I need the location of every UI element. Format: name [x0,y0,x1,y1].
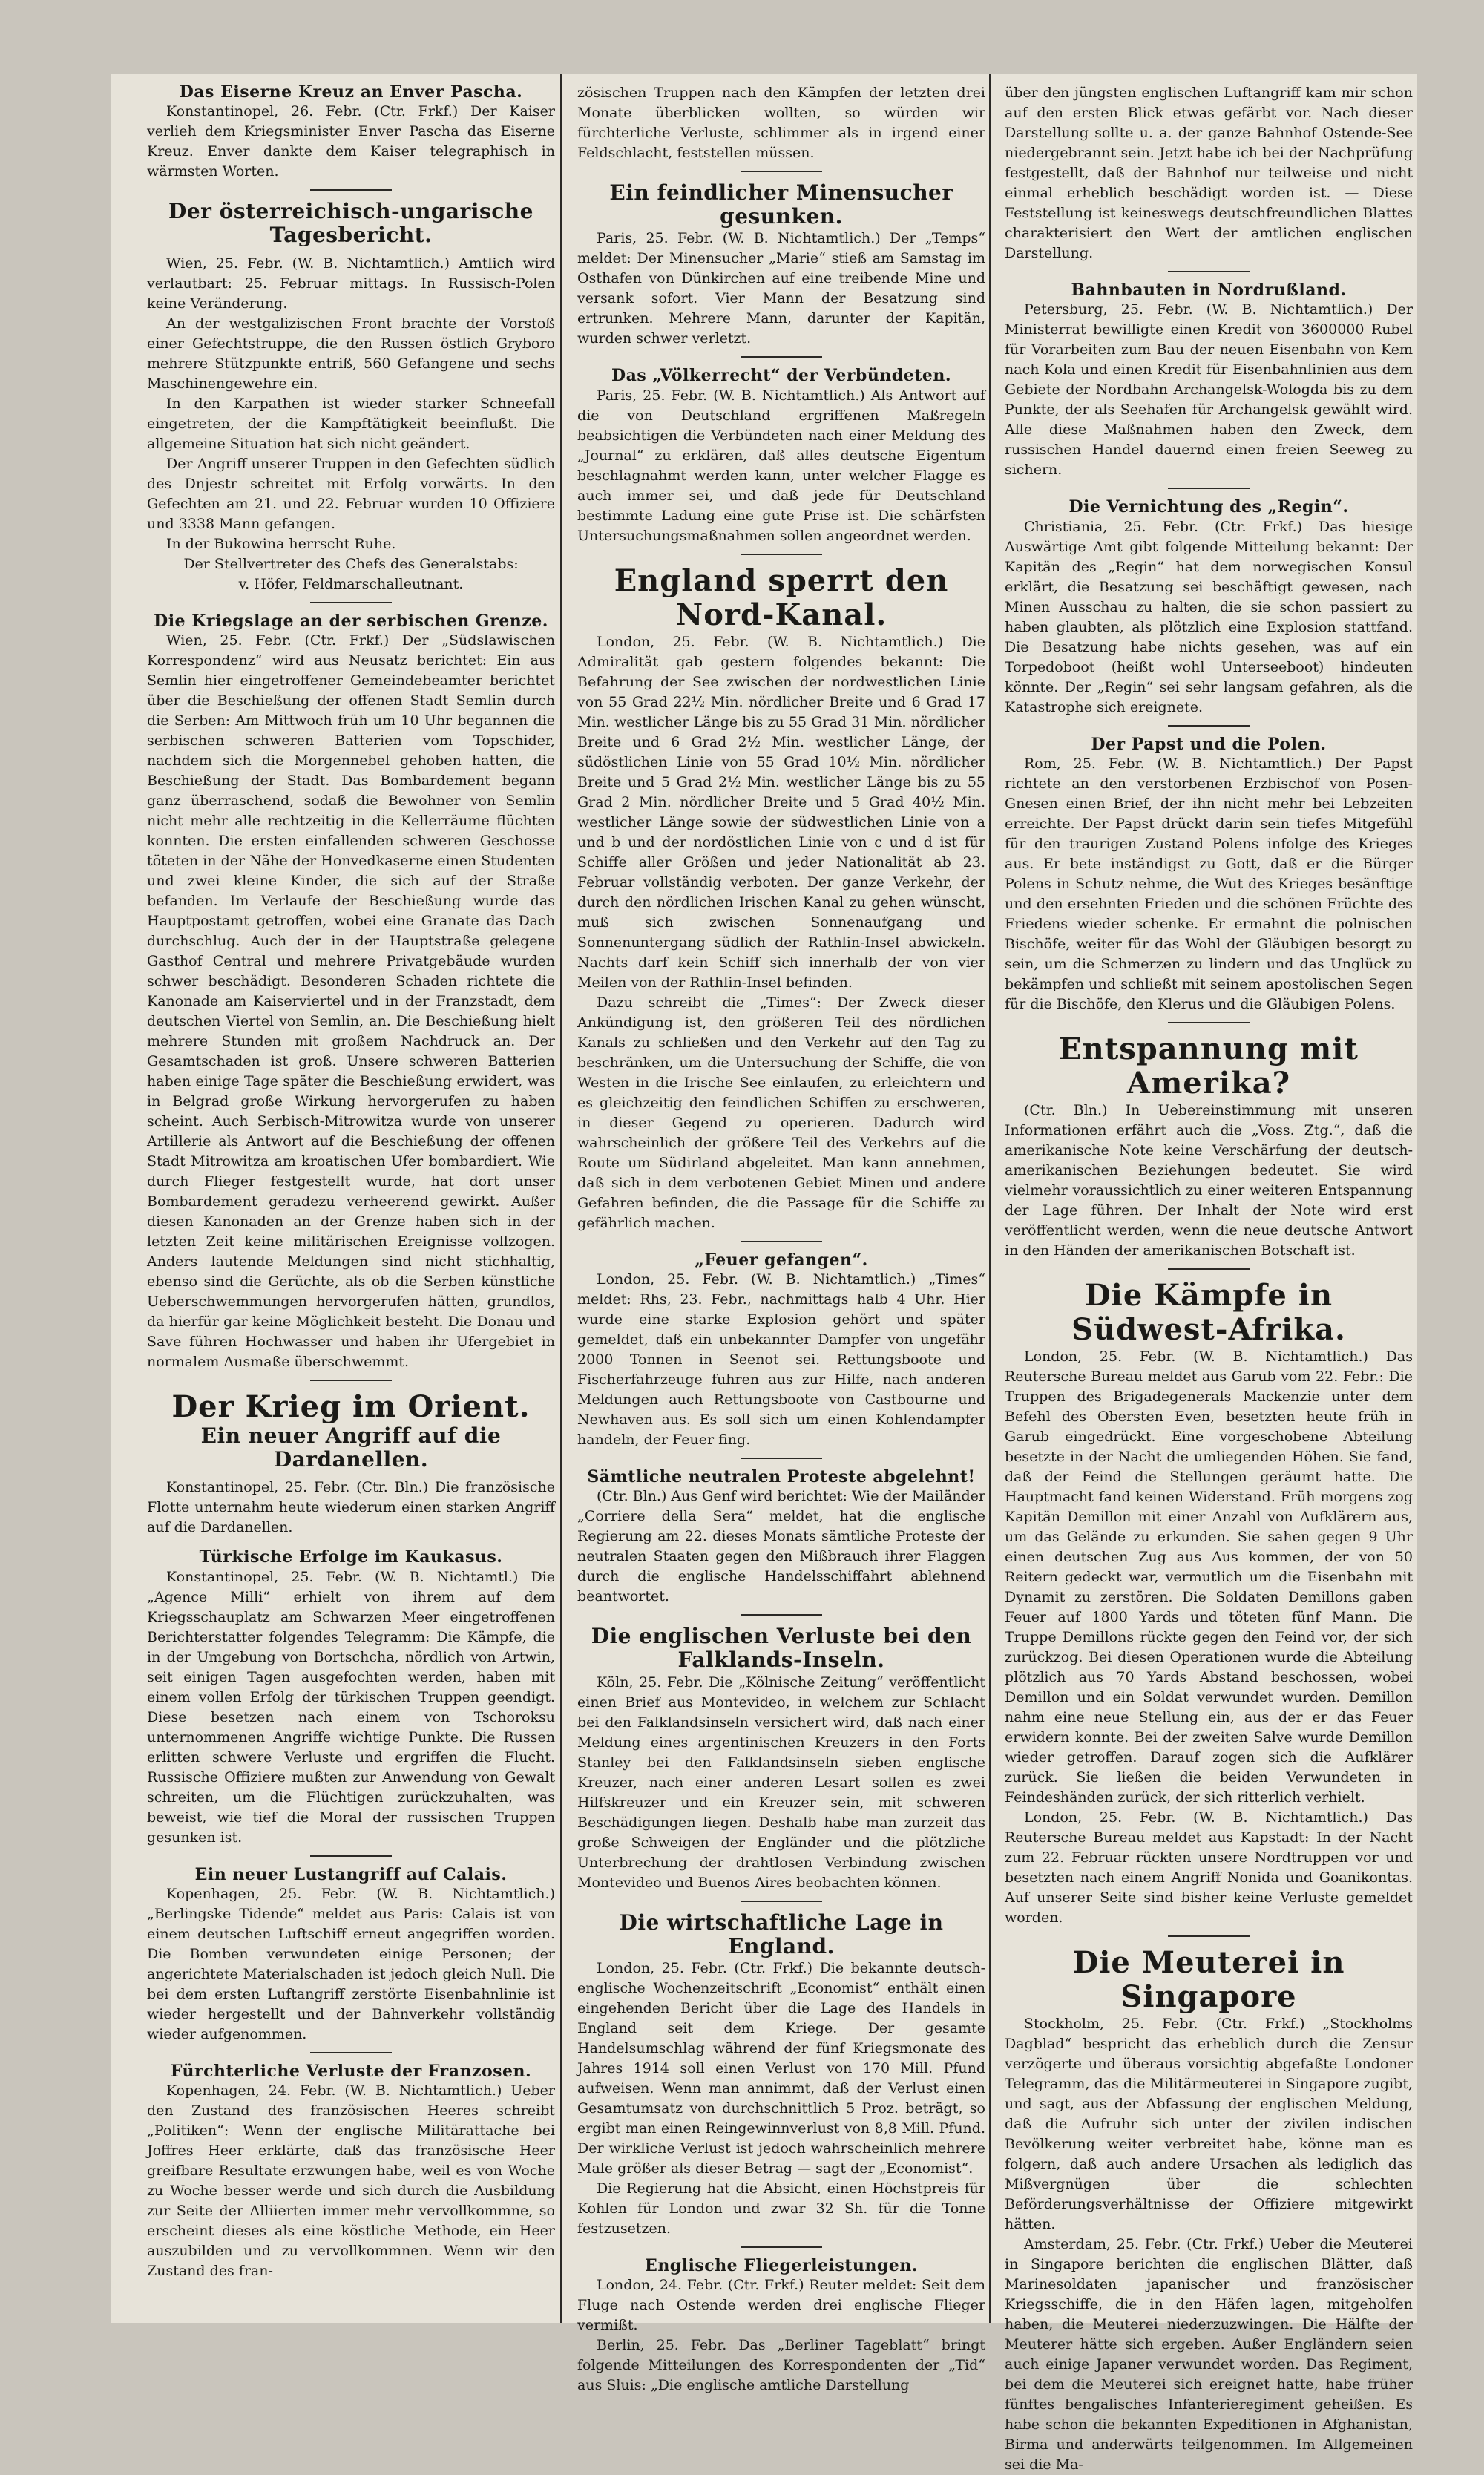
divider [741,171,822,172]
signature-name: v. Höfer, Feldmarschalleutnant. [238,575,464,592]
newspaper-page [111,74,1417,2473]
article-meuterei-singapore [1005,1946,1413,2475]
headline: Ein neuer Lustangriff auf Calais. [194,1864,508,1884]
headline: England sperrt den Nord-Kanal. [614,563,949,632]
article-text: Köln, 25. Febr. Die „Kölnische Zeitung“ veröffentlicht einen Brief aus Montevideo, in welchem zur Schlacht bei den Falklandsinseln versichert wird, daß nach einer Meldung eines argentinischen Kreuzers in den Forts Stanley bei den Falklandsinseln sieben englische Kreuzer, nach einer anderen Lesart sollen es zwei Hilfskreuzer und ein Kreuzer sein, mit schweren Beschädigungen liegen. Deshalb habe man zurzeit das große Schweigen der Engländer und die plötzliche Unterbrechung der drahtlosen Verbindung zwischen Montevideo und Buenos Aires beobachten können. [577,1674,985,1891]
headline: Die Vernichtung des „Regin“. [1068,497,1349,517]
headline: Entspannung mit Amerika? [1059,1031,1359,1101]
article-text: London, 25. Febr. (W. B. Nichtamtlich.) Das Reutersche Bureau meldet aus Kapstadt: In der Nacht zum 22. Februar rückten unsere Nordtruppen vor und besetzten nach einem Angriff Nonida und Goanikontas. Auf unserer Seite sind bisher keine Verluste gemeldet worden. [1005,1809,1413,1926]
article-text: Kopenhagen, 24. Febr. (W. B. Nichtamtlich.) Ueber den Zustand des französischen Heeres schreibt „Politiken“: Wenn der englische Militärattache bei Joffres Heer erklärte, daß das französische Heer greifbare Resultate erzwungen habe, weil es von Woche zu Woche besser werde und sich durch die Ausbildung zur Seite der Alliierten immer mehr vervollkommne, so erscheint dieses als eine köstliche Methode, ein Heer auszubilden und zu vervollkommnen. Wenn wir den Zustand des fran- [147,2082,555,2280]
divider [741,554,822,555]
headline: Die wirtschaftliche Lage in England. [619,1909,944,1958]
article-calais [147,1866,555,2045]
article-voelkerrecht [577,367,985,545]
divider [1168,1022,1250,1023]
divider [741,1614,822,1616]
article-text: Dazu schreibt die „Times“: Der Zweck dieser Ankündigung ist, den größeren Teil des nördlichen Kanals zu schließen und den Verkehr auf den Tag zu beschränken, um die Untersuchung der Schiffe, die von Westen in die Irische See einlaufen, zu erleichtern und es gleichzeitig den feindlichen Schiffen zu erschweren, in dieser Gegend zu operieren. Dadurch wird wahrscheinlich der größere Teil des Verkehrs auf die Route um Südirland abgeleitet. Man kann annehmen, daß sich in dem verbotenen Gebiet Minen und andere Gefahren befinden, die die Passage für die Schiffe zu gefährlich machen. [577,994,985,1231]
headline: Das Eiserne Kreuz an Enver Pascha. [179,82,523,102]
divider [741,1458,822,1459]
article-continuation: zösischen Truppen nach den Kämpfen der letzten drei Monate überblicken wollten, so würden wir fürchterliche Verluste, schlimmer als in irgend einer Feldschlacht, feststellen müssen. [577,85,985,161]
article-text: London, 25. Febr. (W. B. Nichtamtlich.) „Times“ meldet: Rhs, 23. Febr., nachmittags halb 4 Uhr. Hier wurde eine starke Explosion gehört und später gemeldet, daß ein unbekannter Dampfer von ungefähr 2000 Tonnen in Seenot sei. Rettungsboote und Fischerfahrzeuge fuhren aus zur Hilfe, nach anderen Meldungen auch Rettungsboote von Castbourne und Newhaven aus. Es soll sich um einen Kohlendampfer handeln, der Feuer fing. [577,1271,985,1448]
headline: „Feuer gefangen“. [695,1250,868,1270]
article-serbische-grenze [147,612,555,1372]
article-text: London, 25. Febr. (Ctr. Frkf.) Die bekannte deutsch-englische Wochenzeitschrift „Economist“ enthält einen eingehenden Bericht über die Lage des Handels in England seit dem Kriege. Der gesamte Handelsumschlag während der fünf Kriegsmonate des Jahres 1914 soll einen Verlust von 170 Mill. Pfund aufweisen. Wenn man annimmt, daß der Verlust einen Gesamtumsatz von durchschnittlich 5 Proz. beträgt, so ergibt man einen Reingewinnverlust von 8,8 Mill. Pfund. Der wirkliche Verlust ist jedoch wahrscheinlich mehrere Male größer als dieser Betrag — sagt der „Economist“. [577,1960,985,2177]
headline: Die englischen Verluste bei den Falklands-Inseln. [591,1624,972,1673]
article-text: (Ctr. Bln.) In Uebereinstimmung mit unseren Informationen erfährt auch die „Voss. Ztg.“, daß die amerikanische Note keine Verschärfung der deutsch-amerikanischen Beziehungen bedeutet. Sie wird vielmehr voraussichtlich zu einer weiteren Entspannung der Lage führen. Der Inhalt der Note wird erst veröffentlicht werden, wenn die neue deutsche Antwort in den Händen der amerikanischen Botschaft ist. [1005,1101,1413,1259]
article-text: Christiania, 25. Febr. (Ctr. Frkf.) Das hiesige Auswärtige Amt gibt folgende Mitteilung bekannt: Der Kapitän des „Regin“ hat dem norwegischen Konsul erklärt, die Besatzung sei beschäftigt gewesen, nach Minen Ausschau zu halten, die sie schon passiert zu haben glaubten, als plötzlich eine Explosion stattfand. Die Besatzung habe nichts gesehen, was auf ein Torpedoboot (heißt wohl Unterseeboot) hindeuten könnte. Der „Regin“ sei sehr langsam gefahren, als die Katastrophe sich ereignete. [1005,518,1413,715]
article-continuation: über den jüngsten englischen Luftangriff kam mir schon auf den ersten Blick etwas gefärbt vor. Nach dieser Darstellung sollte u. a. der ganze Bahnhof Ostende-See niedergebrannt sein. Jetzt habe ich bei der Nachprüfung festgestellt, daß der Bahnhof nur teilweise und nicht einmal erheblich beschädigt worden ist. — Diese Feststellung ist keineswegs deutschfreundlichen Blattes charakterisiert den Wert der amtlichen englischen Darstellung. [1005,85,1413,261]
divider [310,602,392,603]
article-text: Paris, 25. Febr. (W. B. Nichtamtlich.) Der „Temps“ meldet: Der Minensucher „Marie“ stieß am Samstag im Osthafen von Dünkirchen auf eine treibende Mine und versank sofort. Vier Mann der Besatzung sind ertrunken. Mehrere Mann, darunter der Kapitän, wurden schwer verletzt. [577,230,985,347]
headline: Englische Fliegerleistungen. [645,2256,918,2276]
article-nord-kanal [577,564,985,1233]
article-wirtschaftliche-lage [577,1911,985,2239]
article-text: (Ctr. Bln.) Aus Genf wird berichtet: Wie der Mailänder „Corriere della Sera“ meldet, hat die englische Regierung am 22. dieses Monats sämtliche Proteste der neutralen Staaten gegen den Mißbrauch ihrer Flaggen durch die englische Handelsschiffahrt ablehnend beantwortet. [577,1488,986,1605]
article-text: Rom, 25. Febr. (W. B. Nichtamtlich.) Der Papst richtete an den verstorbenen Erzbischof von Posen-Gnesen einen Brief, der ihn nicht mehr bei Lebzeiten erreichte. Der Papst drückt darin sein tiefes Mitgefühl für den traurigen Zustand Polens infolge des Krieges aus. Er bete inständigst zu Gott, daß er die Bürger Polens in Schutz nehme, die Wut des Krieges besänftige und den ersehnten Frieden und die schönen Früchte des Friedens wieder schenke. Er ermahnt die polnischen Bischöfe, weiter für das Wohl der Gläubigen besorgt zu sein, um die Schmerzen zu lindern und das Unglück zu bekämpfen und schließt mit seinem apostolischen Segen für die Bischöfe, den Klerus und die Gläubigen Polens. [1005,755,1413,1012]
article-kaukasus [147,1548,555,1847]
article-eisernes-kreuz [147,83,555,182]
article-text: Stockholm, 25. Febr. (Ctr. Frkf.) „Stockholms Dagblad“ bespricht das erheblich durch die Zensur verzögerte und überaus vorsichtig abgefaßte Londoner Telegramm, das die Militärmeuterei in Singapore zugibt, und sagt, aus der Abfassung der englischen Meldung, daß die Aufruhr sich unter der zivilen indischen Bevölkerung weiter verbreitet habe, könne man es folgern, daß auch andere Ursachen als lediglich das Mißvergnügen über die schlechten Beförderungsverhältnisse der Offiziere mitgewirkt hätten. [1005,2015,1413,2232]
divider [310,189,392,191]
divider [741,356,822,358]
article-text: Konstantinopel, 26. Febr. (Ctr. Frkf.) Der Kaiser verlieh dem Kriegsminister Enver Pascha das Eiserne Kreuz. Enver dankte dem Kaiser telegraphisch in wärmsten Worten. [147,103,555,180]
article-text: In der Bukowina herrscht Ruhe. [166,535,396,552]
article-fliegerleistungen [577,2257,985,2396]
column-2 [571,74,991,2394]
article-regin [1005,498,1413,717]
article-bahnbauten [1005,281,1413,480]
article-feuer-gefangen [577,1251,985,1450]
article-entspannung-amerika [1005,1032,1413,1261]
article-falklands [577,1625,985,1892]
article-text: Der Angriff unserer Truppen in den Gefechten südlich des Dnjestr schreitet mit Erfolg vorwärts. In den Gefechten am 21. und 22. Februar wurden 10 Offiziere und 3338 Mann gefangen. [147,455,555,532]
headline: Die Kriegslage an der serbischen Grenze. [154,611,548,631]
article-text: London, 25. Febr. (W. B. Nichtamtlich.) Die Admiralität gab gestern folgendes bekannt: Die Befahrung der See zwischen der nordwestlichen Linie von 55 Grad 22½ Min. nördlicher Breite und 6 Grad 17 Min. westlicher Länge bis zu 55 Grad 31 Min. nördlicher Breite und 6 Grad 2½ Min. westlicher Länge, der südöstlichen Linie von 55 Grad 10½ Min. nördlicher Breite und 5 Grad 2½ Min. westlicher Länge bis zu 55 Grad 2 Min. nördlicher Breite und 5 Grad 40½ Min. westlicher Länge sowie der südwestlichen Linie von a und b und der nordöstlichen Linie von c und d ist für Schiffe aller Größen und jeder Nationalität ab 23. Februar vollständig verboten. Der ganze Verkehr, der durch den nördlichen Irischen Kanal zu gehen wünscht, muß sich zwischen Sonnenaufgang und Sonnenuntergang südlich der Rathlin-Insel abwickeln. Nachts darf kein Schiff sich innerhalb der von vier Meilen von der Rathlin-Insel befinden. [577,633,985,991]
article-text: Die Regierung hat die Absicht, einen Höchstpreis für Kohlen für London und zwar 32 Sh. für die Tonne festzusetzen. [577,2180,985,2238]
divider [310,1380,392,1381]
article-text: Berlin, 25. Febr. Das „Berliner Tageblatt“ bringt folgende Mitteilungen des Korrespondenten der „Tid“ aus Sluis: „Die englische amtliche Darstellung [577,2337,985,2394]
dateline: Wien, 25. Febr. (W. B. Nichtamtlich.) Amtlich wird verlautbart: 25. Februar mittags. In Russisch-Polen keine Veränderung. [147,255,555,312]
headline: Bahnbauten in Nordrußland. [1071,281,1347,300]
article-text: Petersburg, 25. Febr. (W. B. Nichtamtlich.) Der Ministerrat bewilligte einen Kredit von 3600000 Rubel für Vorarbeiten zum Bau der neuen Eisenbahn von Kem nach Kola und einen Kredit für Eisenbahnlinien aus dem Gebiete der Nordbahn Archangelsk-Wologda bis zu dem Punkte, der als Seehafen für Archangelsk gewählt wird. Alle diese Maßnahmen haben den Zweck, dem russischen Handel dauernd einen freien Seeweg zu sichern. [1005,301,1413,479]
divider [1168,488,1250,489]
article-franzosen-verluste [147,2062,555,2281]
article-text: London, 25. Febr. (W. B. Nichtamtlich.) Das Reutersche Bureau meldet aus Garub vom 22. Febr.: Die Truppen des Brigadegenerals Mackenzie unter dem Befehl des Obersten Even, besetzten heute früh in Garub eingedrückt. Eine vorgeschobene Abteilung besetzte in der Nacht die umliegenden Höhen. Sie fand, daß der Feind die Stellungen geräumt hatte. Die Hauptmacht fand keinen Widerstand. Früh morgens zog Kapitän Demillon mit einer Anzahl von Aufklärern aus, um das Gelände zu erkunden. Sie sahen gegen 9 Uhr einen deutschen Zug aus Aus kommen, der von 50 Reitern gedeckt war, vermutlich um die Eisenbahn mit Dynamit zu zerstören. Die Soldaten Demillons gaben Feuer auf 1800 Yards und töteten fünf Mann. Die Truppe Demillons rückte gegen den Feind vor, der sich zurückzog. Bei diesen Operationen wurde die Abteilung plötzlich aus 70 Yards Abstand beschossen, wobei Demillon und ein Soldat verwundet wurden. Demillon nahm eine neue Stellung ein, aus der er das Feuer erwidern konnte. Bei der zweiten Salve wurde Demillon wieder getroffen. Darauf zogen sich die Aufklärer zurück. Sie ließen die beiden Verwundeten in Feindeshänden zurück, der sich ritterlich verhielt. [1005,1348,1413,1806]
headline: Der Krieg im Orient. [171,1389,531,1424]
article-text: An der westgalizischen Front brachte der Vorstoß einer Gefechtstruppe, die den Russen östlich Gryboro mehrere Stützpunkte entriß, 560 Gefangene und sechs Maschinengewehre ein. [147,315,555,392]
article-text: Konstantinopel, 25. Febr. (W. B. Nichtamtl.) Die „Agence Milli“ erhielt von ihrem auf dem Kriegsschauplatz am Schwarzen Meer eingetroffenen Berichterstatter folgendes Telegramm: Die Kämpfe, die in der Umgebung von Bortschcha, nördlich von Artwin, seit einigen Tagen ausgefochten werden, haben mit einem vollen Erfolg der türkischen Truppen geendigt. Diese besetzen nach einem von Tschoroksu unternommenen Angriffe wichtige Punkte. Die Russen erlitten schwere Verluste und ergriffen die Flucht. Russische Offiziere mußten zur Anwendung von Gewalt schreiten, um die Flüchtigen zurückzuhalten, was beweist, wie tief die Moral der russischen Truppen gesunken ist. [147,1568,555,1846]
divider [1168,271,1250,272]
divider [741,2246,822,2248]
article-text: Amsterdam, 25. Febr. (Ctr. Frkf.) Ueber die Meuterei in Singapore berichten die englischen Blätter, daß Marinesoldaten japanischer und französischer Kriegsschiffe, die in den Häfen lagen, mitgeholfen haben, die Meuterei niederzuzwingen. Die Hälfte der Meuterer hätte sich ergeben. Außer Engländern seien auch einige Japaner verwundet worden. Das Regiment, bei dem die Meuterei sich ereignet hatte, habe früher fünftes bengalisches Infanterieregiment geheißen. Es habe schon die bekannten Expeditionen in Afghanistan, Birma und anderwärts teilgenommen. Im Allgemeinen sei die Ma- [1005,2235,1413,2473]
article-suedwest-afrika [1005,1279,1413,1928]
headline: Das „Völkerrecht“ der Verbündeten. [611,366,951,386]
headline: Der österreichisch-ungarische Tagesbericht. [168,199,533,248]
article-text: Paris, 25. Febr. (W. B. Nichtamtlich.) Als Antwort auf die von Deutschland ergriffenen Maßregeln beabsichtigen die Verbündeten nach einer Meldung des „Journal“ zu erklären, daß alles deutsche Eigentum beschlagnahmt werden kann, unter welcher Flagge es auch immer sei, und daß jede für Deutschland bestimmte Ladung eine gute Prise ist. Die schärfsten Untersuchungsmaßnahmen sollen angeordnet werden. [577,387,985,544]
headline: Türkische Erfolge im Kaukasus. [199,1547,503,1567]
divider [1168,725,1250,727]
article-text: In den Karpathen ist wieder starker Schneefall eingetreten, der die Kampftätigkeit beeinflußt. Die allgemeine Situation hat sich nicht geändert. [147,395,555,452]
article-text: Kopenhagen, 25. Febr. (W. B. Nichtamtlich.) „Berlingske Tidende“ meldet aus Paris: Calais ist von einem deutschen Luftschiff erneut angegriffen worden. Die Bomben verwundeten einige Personen; der angerichtete Materialschaden ist jedoch gleich Null. Die bei dem ersten Luftangriff zerstörte Eisenbahnlinie ist wieder hergestellt und der Bahnverkehr vollständig wieder aufgenommen. [147,1885,555,2042]
subheadline: Ein neuer Angriff auf die Dardanellen. [200,1423,502,1472]
article-text: Wien, 25. Febr. (Ctr. Frkf.) Der „Südslawischen Korrespondenz“ wird aus Neusatz berichtet: Ein aus Semlin hier eingetroffener Gemeindebeamter berichtet über die Beschießung der offenen Stadt Semlin durch die Serben: Am Mittwoch früh um 10 Uhr begannen die serbischen schweren Batterien vom Topschider, nachdem sich die Morgennebel gehoben hatten, die Beschießung der Stadt. Das Bombardement begann ganz überraschend, sodaß die Bewohner von Semlin nicht mehr alle rechtzeitig in die Kellerräume flüchten konnten. Die ersten einfallenden schweren Geschosse töteten in der Nähe der Honvedkaserne einen Studenten und zwei kleine Kinder, die sich auf der Straße befanden. Im Verlaufe der Beschießung wurde das Hauptpostamt getroffen, wobei eine Granate das Dach durchschlug. Auch der in der Hauptstraße gelegene Gasthof Central und mehrere Privatgebäude wurden schwer beschädigt. Besonderen Schaden richtete die Kanonade am Kaiserviertel und in der Franzstadt, dem deutschen Viertel von Semlin, an. Die Beschießung hielt mehrere Stunden mit großem Nachdruck an. Der Gesamtschaden ist groß. Unsere schweren Batterien haben einige Tage später die Beschießung erwidert, was in Belgrad große Wirkung hervorgerufen zu haben scheint. Auch Serbisch-Mitrowitza wurde von unserer Artillerie als Antwort auf die Beschießung der offenen Stadt Mitrowitza am kroatischen Ufer bombardiert. Wie durch Flieger festgestellt wurde, hat dort unser Bombardement geradezu verheerend gewirkt. Außer diesen Kanonaden an der Grenze haben sich in der letzten Zeit keine militärischen Ereignisse vollzogen. Anders lautende Meldungen sind nicht stichhaltig, ebenso sind die Gerüchte, als ob die Serben künstliche Ueberschwemmungen hervorgerufen hätten, grundlos, da hierfür gar keine Möglichkeit besteht. Die Donau und Save führen Hochwasser und haben ihr Ufergebiet in normalem Ausmaße überschwemmt. [147,632,555,1370]
article-text: London, 24. Febr. (Ctr. Frkf.) Reuter meldet: Seit dem Fluge nach Ostende werden drei englische Flieger vermißt. [577,2277,985,2334]
divider [741,1901,822,1902]
headline: Die Meuterei in Singapore [1072,1944,1345,2014]
column-1 [141,74,561,2323]
headline: Fürchterliche Verluste der Franzosen. [170,2061,532,2081]
article-tagesbericht [147,200,555,594]
headline: Sämtliche neutralen Proteste abgelehnt! [587,1466,976,1486]
article-text: Konstantinopel, 25. Febr. (Ctr. Bln.) Die französische Flotte unternahm heute wiederum einen starken Angriff auf die Dardanellen. [147,1479,555,1536]
column-3 [999,74,1419,2473]
article-proteste [577,1468,985,1607]
article-minensucher [577,181,985,349]
headline: Die Kämpfe in Südwest-Afrika. [1071,1277,1346,1347]
headline: Ein feindlicher Minensucher gesunken. [609,180,953,229]
divider [310,2052,392,2053]
article-papst-polen [1005,735,1413,1014]
divider [1168,1268,1250,1270]
article-krieg-im-orient [147,1390,555,1538]
divider [741,1241,822,1242]
divider [1168,1935,1250,1937]
signature-line: Der Stellvertreter des Chefs des Generalstabs: [183,555,519,572]
divider [310,1855,392,1857]
headline: Der Papst und die Polen. [1091,734,1327,754]
